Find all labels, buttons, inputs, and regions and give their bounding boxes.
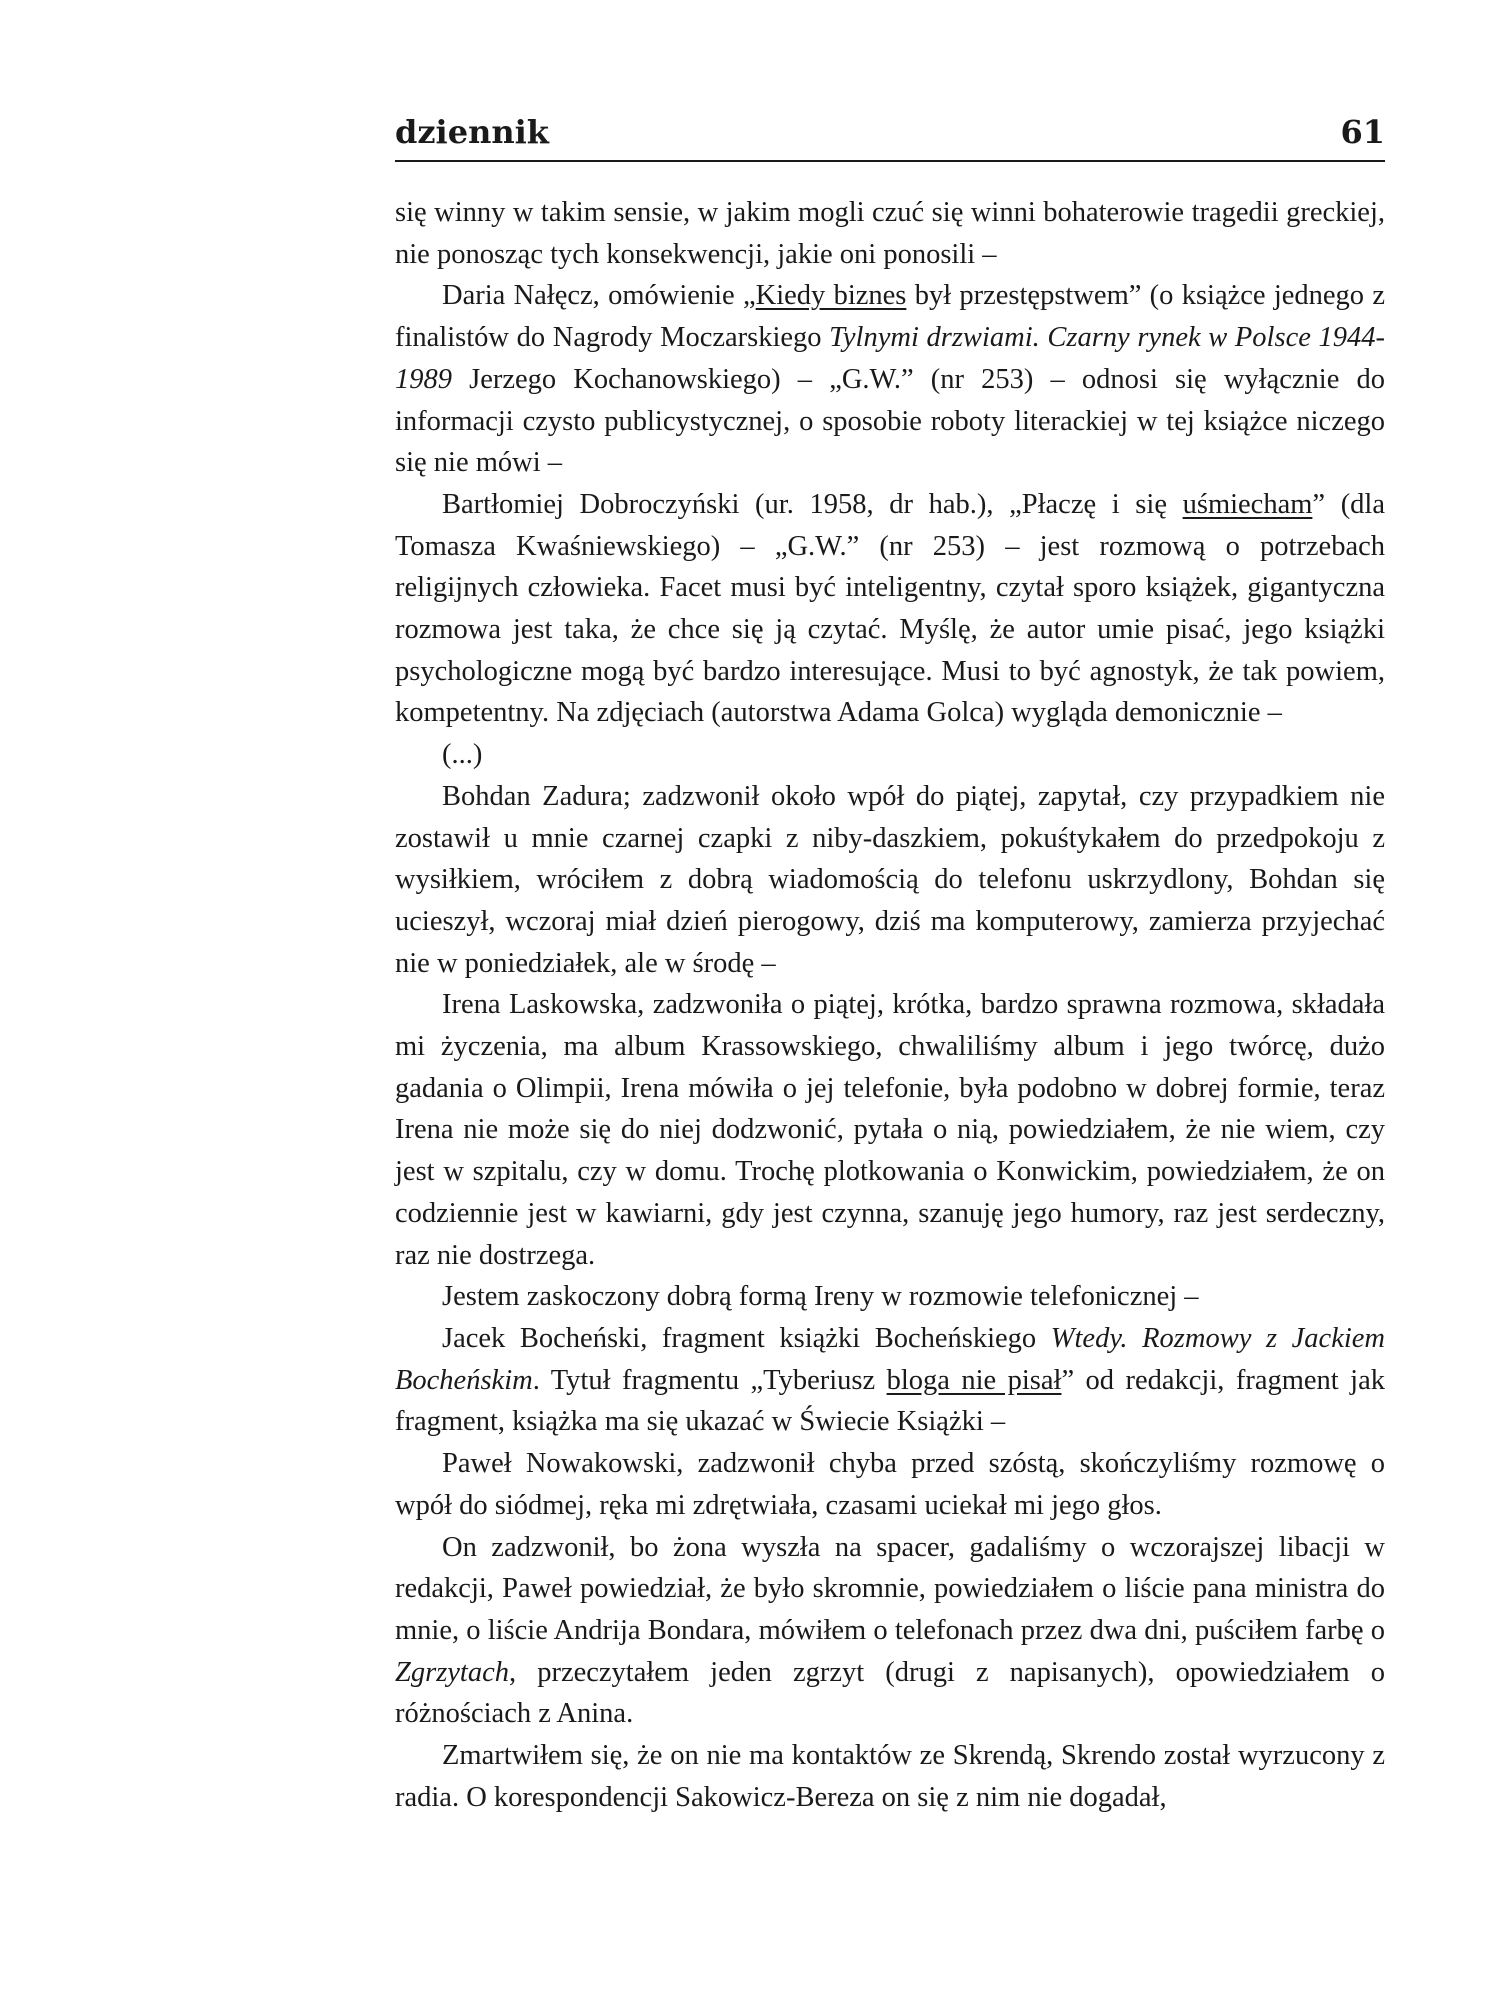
paragraph: [395, 484, 1385, 734]
text-run: ” (dla Tomasza Kwaśniewskiego) – „G.W.” (nr 253) – jest rozmową o potrzebach religijnych człowieka. Facet musi być inteligentny, czytał sporo książek, gigantyczna rozmowa jest taka, że chce się ją czytać. Myślę, że autor umie pisać, jego książki psychologiczne mogą być bardzo interesujące. Musi to być agnostyk, że tak powiem, kompetentny. Na zdjęciach (autorstwa Adama Golca) wygląda demonicznie –: [395, 488, 1385, 729]
book-page: [395, 112, 1385, 1818]
text-run: Irena Laskowska, zadzwoniła o piątej, krótka, bardzo sprawna rozmowa, składała mi życzenia, ma album Krassowskiego, chwaliliśmy album i jego twórcę, dużo gadania o Olimpii, Irena mówiła o jej telefonie, była podobno w dobrej formie, teraz Irena nie może się do niej dodzwonić, pytała o nią, powiedziałem, że nie wiem, czy jest w szpitalu, czy w domu. Trochę plotkowania o Konwickim, powiedziałem, że on codziennie jest w kawiarni, gdy jest czynna, szanuję jego humory, raz jest serdeczny, raz nie dostrzega.: [395, 989, 1385, 1271]
underlined-text: bloga nie pisał: [886, 1364, 1062, 1396]
text-run: się winny w takim sensie, w jakim mogli czuć się winni bohaterowie tragedii greckiej, nie ponosząc tych konsekwencji, jakie oni ponosili –: [395, 197, 1385, 270]
paragraph: [395, 1276, 1385, 1318]
text-run: ” od redakcji, fragment jak fragment, książka ma się ukazać w Świecie Książki –: [395, 1364, 1385, 1438]
text-run: był przestępstwem” (o książce jednego z finalistów do Nagrody Moczarskiego: [395, 280, 1385, 354]
paragraph: [395, 1443, 1385, 1526]
italic-title: Zgrzytach: [395, 1656, 509, 1688]
paragraph: [395, 984, 1385, 1276]
running-head-title: dziennik: [395, 113, 549, 151]
text-run: Paweł Nowakowski, zadzwonił chyba przed szóstą, skończyliśmy rozmowę o wpół do siódmej, ręka mi zdrętwiała, czasami uciekał mi jego głos.: [395, 1448, 1385, 1521]
text-run: Jestem zaskoczony dobrą formą Ireny w rozmowie telefonicznej –: [442, 1281, 1199, 1313]
text-run: (...): [442, 739, 483, 771]
paragraph: [395, 1318, 1385, 1443]
paragraph: [395, 275, 1385, 484]
underlined-text: uśmiecham: [1182, 488, 1313, 520]
paragraph: [395, 1735, 1385, 1818]
paragraph: [395, 192, 1385, 275]
text-run: On zadzwonił, bo żona wyszła na spacer, gadaliśmy o wczorajszej libacji w redakcji, Paweł powiedział, że było skromnie, powiedziałem o liście pana ministra do mnie, o liście Andrija Bondara, mówiłem o telefonach przez dwa dni, puściłem farbę o: [395, 1531, 1385, 1646]
text-run: . Tytuł fragmentu „Tyberiusz: [532, 1364, 887, 1396]
body-text: [395, 192, 1385, 1818]
text-run: Daria Nałęcz, omówienie „: [442, 280, 756, 312]
text-run: , przeczytałem jeden zgrzyt (drugi z napisanych), opowiedziałem o różnościach z Anina.: [395, 1656, 1385, 1730]
paragraph: [395, 734, 1385, 776]
text-run: Bohdan Zadura; zadzwonił około wpół do piątej, zapytał, czy przypadkiem nie zostawił u mnie czarnej czapki z niby-daszkiem, pokuśtykałem do przedpokoju z wysiłkiem, wróciłem z dobrą wiadomością do telefonu uskrzydlony, Bohdan się ucieszył, wczoraj miał dzień pierogowy, dziś ma komputerowy, zamierza przyjechać nie w poniedziałek, ale w środę –: [395, 780, 1385, 979]
paragraph: [395, 1527, 1385, 1736]
page-number: 61: [1340, 113, 1385, 151]
italic-title: Wtedy. Rozmowy z Jackiem Bocheńskim: [395, 1322, 1385, 1396]
text-run: Bartłomiej Dobroczyński (ur. 1958, dr hab.), „Płaczę i się: [442, 488, 1183, 520]
paragraph: [395, 776, 1385, 985]
running-head: [395, 112, 1385, 162]
text-run: Jerzego Kochanowskiego) – „G.W.” (nr 253) – odnosi się wyłącznie do informacji czysto publicystycznej, o sposobie roboty literackiej w tej książce niczego się nie mówi –: [395, 363, 1385, 479]
italic-title: Tylnymi drzwiami. Czarny rynek w Polsce 1944-1989: [395, 322, 1385, 395]
underlined-text: Kiedy biznes: [755, 280, 907, 312]
text-run: Zmartwiłem się, że on nie ma kontaktów ze Skrendą, Skrendo został wyrzucony z radia. O korespondencji Sakowicz-Bereza on się z nim nie dogadał,: [395, 1740, 1385, 1813]
text-run: Jacek Bocheński, fragment książki Bocheńskiego: [442, 1322, 1051, 1354]
